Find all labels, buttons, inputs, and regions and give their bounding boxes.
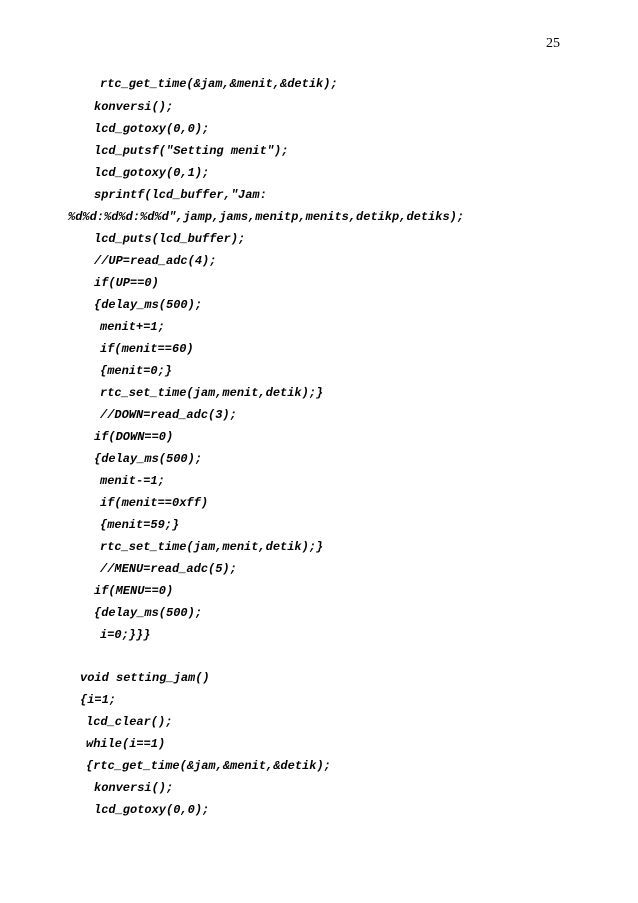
- code-line: konversi();: [94, 781, 174, 795]
- code-line: {delay_ms(500);: [94, 298, 203, 312]
- code-line: if(menit==0xff): [100, 496, 209, 510]
- code-line: //MENU=read_adc(5);: [100, 562, 237, 576]
- code-line: {delay_ms(500);: [94, 452, 203, 466]
- code-line: //DOWN=read_adc(3);: [100, 408, 237, 422]
- code-line: if(DOWN==0): [94, 430, 174, 444]
- code-line: {i=1;: [80, 693, 117, 707]
- code-line: //UP=read_adc(4);: [94, 254, 217, 268]
- code-line: i=0;}}}: [100, 628, 151, 642]
- code-line: if(MENU==0): [94, 584, 174, 598]
- code-line: rtc_set_time(jam,menit,detik);}: [100, 540, 324, 554]
- code-line: sprintf(lcd_buffer,"Jam:: [94, 188, 267, 202]
- code-line: %d%d:%d%d:%d%d",jamp,jams,menitp,menits,detikp,detiks);: [68, 210, 465, 224]
- page-number: 25: [546, 36, 560, 51]
- code-line: {menit=0;}: [100, 364, 173, 378]
- code-line: {rtc_get_time(&jam,&menit,&detik);: [86, 759, 331, 773]
- code-line: if(menit==60): [100, 342, 194, 356]
- code-line: lcd_gotoxy(0,0);: [94, 803, 210, 817]
- code-line: lcd_putsf("Setting menit");: [94, 144, 289, 158]
- code-line: lcd_gotoxy(0,1);: [94, 166, 210, 180]
- code-line: lcd_clear();: [86, 715, 173, 729]
- code-line: while(i==1): [86, 737, 166, 751]
- code-line: {delay_ms(500);: [94, 606, 203, 620]
- code-line: rtc_get_time(&jam,&menit,&detik);: [100, 77, 338, 91]
- code-line: rtc_set_time(jam,menit,detik);}: [100, 386, 324, 400]
- code-line: menit-=1;: [100, 474, 165, 488]
- code-line: lcd_gotoxy(0,0);: [94, 122, 210, 136]
- code-line: konversi();: [94, 100, 174, 114]
- code-line: lcd_puts(lcd_buffer);: [94, 232, 246, 246]
- code-line: {menit=59;}: [100, 518, 180, 532]
- code-line: menit+=1;: [100, 320, 165, 334]
- code-line: if(UP==0): [94, 276, 159, 290]
- code-line: void setting_jam(): [80, 671, 210, 685]
